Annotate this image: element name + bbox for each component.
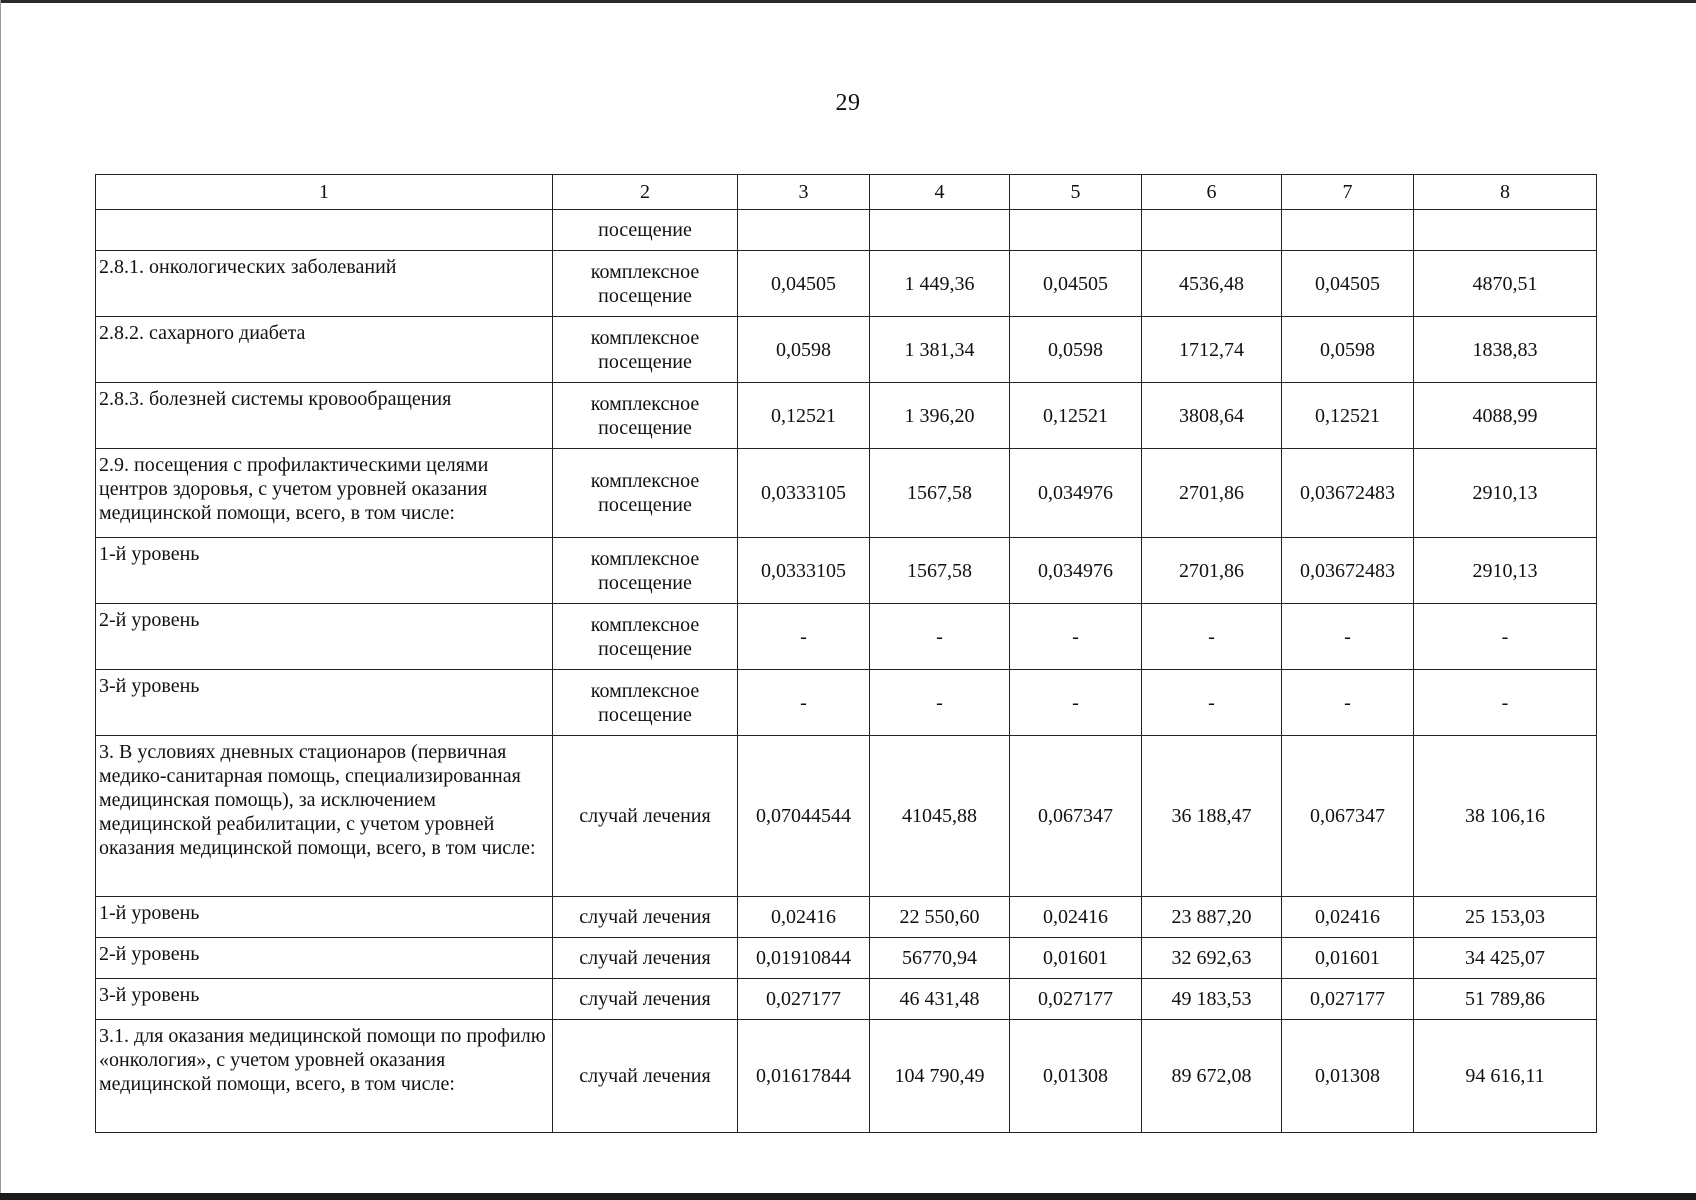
row-name: 2.8.2. сахарного диабета <box>96 317 553 383</box>
row-name <box>96 210 553 251</box>
row-unit <box>553 251 738 317</box>
cell-value: - <box>870 604 1010 670</box>
row-unit-text: комплексное посещение <box>590 613 700 660</box>
row-unit <box>553 449 738 538</box>
table-row <box>96 979 1597 1020</box>
cell-value <box>1142 210 1282 251</box>
row-name: 2.9. посещения с профилактическими целями центров здоровья, с учетом уровней оказания медицинской помощи, всего, в том числе: <box>96 449 553 538</box>
cell-value: 3808,64 <box>1142 383 1282 449</box>
cell-value: - <box>1010 604 1142 670</box>
table-row <box>96 210 1597 251</box>
column-header: 7 <box>1282 175 1414 210</box>
row-unit-text: комплексное посещение <box>590 679 700 726</box>
column-header: 1 <box>96 175 553 210</box>
cell-value: 104 790,49 <box>870 1020 1010 1133</box>
row-name: 1-й уровень <box>96 538 553 604</box>
cell-value: 0,03672483 <box>1282 449 1414 538</box>
cell-value: 49 183,53 <box>1142 979 1282 1020</box>
cell-value: 89 672,08 <box>1142 1020 1282 1133</box>
cell-value: 2910,13 <box>1414 449 1597 538</box>
table-row <box>96 449 1597 538</box>
row-name: 3.1. для оказания медицинской помощи по профилю «онкология», с учетом уровней оказания медицинской помощи, всего, в том числе: <box>96 1020 553 1133</box>
cell-value: 32 692,63 <box>1142 938 1282 979</box>
cell-value <box>738 210 870 251</box>
column-header: 4 <box>870 175 1010 210</box>
cell-value: 0,01601 <box>1010 938 1142 979</box>
cell-value: 0,027177 <box>1010 979 1142 1020</box>
row-name: 2.8.1. онкологических заболеваний <box>96 251 553 317</box>
page-number: 29 <box>835 90 861 116</box>
cell-value: 36 188,47 <box>1142 736 1282 897</box>
table-row <box>96 897 1597 938</box>
cell-value: 56770,94 <box>870 938 1010 979</box>
cell-value: 4870,51 <box>1414 251 1597 317</box>
cell-value: 46 431,48 <box>870 979 1010 1020</box>
row-unit-text: комплексное посещение <box>590 392 700 439</box>
cell-value: 0,02416 <box>1010 897 1142 938</box>
cell-value: 0,04505 <box>1282 251 1414 317</box>
table-row <box>96 317 1597 383</box>
row-unit <box>553 604 738 670</box>
cell-value: 1838,83 <box>1414 317 1597 383</box>
cell-value: 1 449,36 <box>870 251 1010 317</box>
cell-value: 0,04505 <box>738 251 870 317</box>
cell-value: 0,0333105 <box>738 538 870 604</box>
row-unit: случай лечения <box>553 1020 738 1133</box>
table-row <box>96 538 1597 604</box>
table-row <box>96 1020 1597 1133</box>
row-unit: посещение <box>553 210 738 251</box>
table-row <box>96 383 1597 449</box>
cell-value: 38 106,16 <box>1414 736 1597 897</box>
cell-value: 2910,13 <box>1414 538 1597 604</box>
cell-value: 1567,58 <box>870 538 1010 604</box>
row-unit: случай лечения <box>553 938 738 979</box>
cell-value: 0,067347 <box>1282 736 1414 897</box>
row-name: 3-й уровень <box>96 979 553 1020</box>
cell-value: 0,03672483 <box>1282 538 1414 604</box>
cell-value: 0,12521 <box>738 383 870 449</box>
row-unit: случай лечения <box>553 979 738 1020</box>
cell-value: 1567,58 <box>870 449 1010 538</box>
row-unit <box>553 383 738 449</box>
cell-value: 0,067347 <box>1010 736 1142 897</box>
cell-value: - <box>1142 670 1282 736</box>
cell-value: 0,034976 <box>1010 449 1142 538</box>
cell-value: 0,027177 <box>1282 979 1414 1020</box>
cell-value: 4536,48 <box>1142 251 1282 317</box>
cell-value: 0,07044544 <box>738 736 870 897</box>
cell-value: 0,0598 <box>738 317 870 383</box>
cell-value: 0,04505 <box>1010 251 1142 317</box>
cell-value: 0,034976 <box>1010 538 1142 604</box>
cell-value: - <box>1282 604 1414 670</box>
row-name: 3-й уровень <box>96 670 553 736</box>
cell-value: 0,01601 <box>1282 938 1414 979</box>
row-unit-text: комплексное посещение <box>590 547 700 594</box>
cell-value: - <box>738 604 870 670</box>
table-row <box>96 938 1597 979</box>
cell-value: 0,12521 <box>1010 383 1142 449</box>
cell-value <box>1010 210 1142 251</box>
column-header: 2 <box>553 175 738 210</box>
scan-edge-bottom <box>0 1193 1696 1200</box>
column-header: 8 <box>1414 175 1597 210</box>
cell-value <box>1414 210 1597 251</box>
column-header: 3 <box>738 175 870 210</box>
row-unit: случай лечения <box>553 736 738 897</box>
cell-value: - <box>1414 670 1597 736</box>
cell-value: 0,02416 <box>738 897 870 938</box>
cell-value: 0,027177 <box>738 979 870 1020</box>
table-row <box>96 736 1597 897</box>
row-unit: случай лечения <box>553 897 738 938</box>
cell-value: 41045,88 <box>870 736 1010 897</box>
data-table <box>95 174 1597 1133</box>
cell-value: 2701,86 <box>1142 538 1282 604</box>
cell-value: 0,01308 <box>1282 1020 1414 1133</box>
cell-value: - <box>1282 670 1414 736</box>
cell-value <box>1282 210 1414 251</box>
table-row <box>96 604 1597 670</box>
cell-value: 0,01617844 <box>738 1020 870 1133</box>
table-row <box>96 670 1597 736</box>
table-header-row <box>96 175 1597 210</box>
row-name: 2-й уровень <box>96 938 553 979</box>
cell-value: 0,0333105 <box>738 449 870 538</box>
cell-value: 1 381,34 <box>870 317 1010 383</box>
cell-value: 0,01308 <box>1010 1020 1142 1133</box>
cell-value: 2701,86 <box>1142 449 1282 538</box>
column-header: 6 <box>1142 175 1282 210</box>
row-name: 3. В условиях дневных стационаров (первичная медико-санитарная помощь, специализированная медицинская помощь), за исключением медицинской реабилитации, с учетом уровней оказания медицинской помощи, всего, в том числе: <box>96 736 553 897</box>
cell-value: 1 396,20 <box>870 383 1010 449</box>
column-header: 5 <box>1010 175 1142 210</box>
scan-edge-top <box>0 0 1696 3</box>
row-name: 1-й уровень <box>96 897 553 938</box>
cell-value: - <box>870 670 1010 736</box>
cell-value: 0,0598 <box>1282 317 1414 383</box>
row-unit-text: комплексное посещение <box>590 470 700 516</box>
row-name: 2.8.3. болезней системы кровообращения <box>96 383 553 449</box>
cell-value: 4088,99 <box>1414 383 1597 449</box>
cell-value: - <box>1010 670 1142 736</box>
cell-value: 34 425,07 <box>1414 938 1597 979</box>
row-unit <box>553 317 738 383</box>
row-name: 2-й уровень <box>96 604 553 670</box>
cell-value: 25 153,03 <box>1414 897 1597 938</box>
cell-value <box>870 210 1010 251</box>
cell-value: 0,02416 <box>1282 897 1414 938</box>
row-unit <box>553 538 738 604</box>
scan-edge-left <box>0 0 1 1200</box>
cell-value: 0,01910844 <box>738 938 870 979</box>
table-row <box>96 251 1597 317</box>
cell-value: - <box>1414 604 1597 670</box>
cell-value: 1712,74 <box>1142 317 1282 383</box>
row-unit-text: комплексное посещение <box>590 326 700 373</box>
cell-value: 0,0598 <box>1010 317 1142 383</box>
cell-value: 94 616,11 <box>1414 1020 1597 1133</box>
row-unit-text: комплексное посещение <box>590 260 700 307</box>
row-unit <box>553 670 738 736</box>
cell-value: 22 550,60 <box>870 897 1010 938</box>
cell-value: 23 887,20 <box>1142 897 1282 938</box>
cell-value: - <box>1142 604 1282 670</box>
cell-value: 51 789,86 <box>1414 979 1597 1020</box>
cell-value: - <box>738 670 870 736</box>
cell-value: 0,12521 <box>1282 383 1414 449</box>
